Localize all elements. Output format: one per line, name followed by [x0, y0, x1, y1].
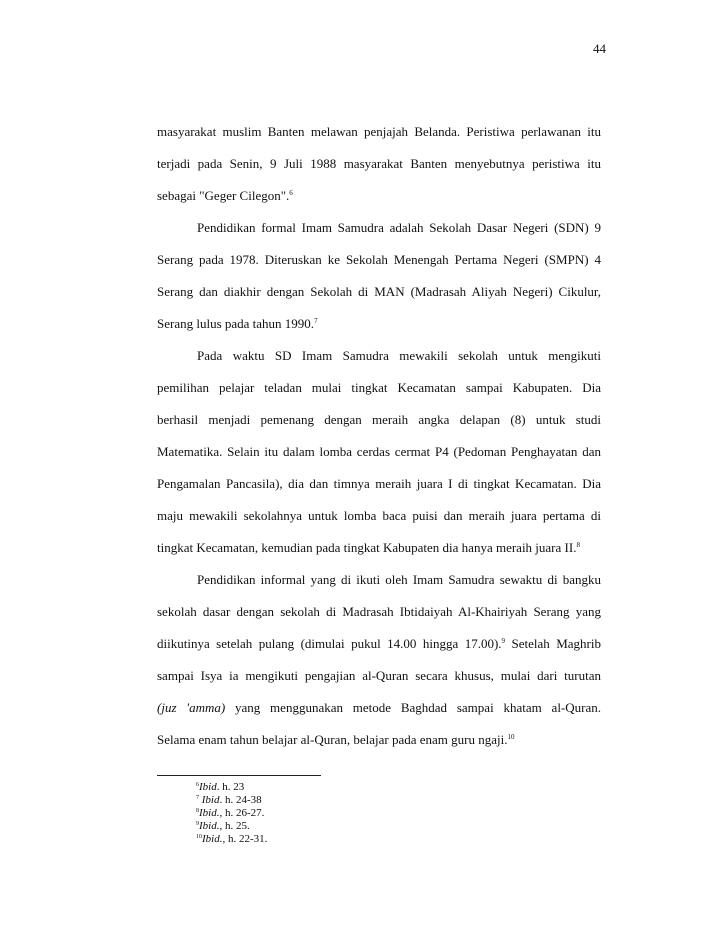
body-line: [157, 188, 601, 204]
body-line: [157, 700, 601, 716]
footnote-number: 7: [196, 795, 199, 801]
footnote: [196, 807, 264, 819]
body-line: [157, 284, 601, 300]
footnote-ibid: Ibid: [199, 794, 220, 806]
line-text: Selama enam tahun belajar al-Quran, belajar pada enam guru ngaji.: [157, 732, 508, 747]
line-text: pemilihan pelajar teladan mulai tingkat Kecamatan sampai Kabupaten. Dia: [157, 380, 601, 395]
line-text: Pendidikan informal yang di ikuti oleh Imam Samudra sewaktu di bangku: [197, 572, 601, 587]
line-text: terjadi pada Senin, 9 Juli 1988 masyarakat Banten menyebutnya peristiwa itu: [157, 156, 601, 171]
body-line: [157, 476, 601, 492]
line-text: Matematika. Selain itu dalam lomba cerdas cermat P4 (Pedoman Penghayatan dan: [157, 444, 601, 459]
line-text: sebagai "Geger Cilegon".: [157, 188, 290, 203]
footnote-text: . h. 23: [216, 781, 245, 793]
footnote-ibid: Ibid.: [199, 807, 220, 819]
line-italic-text: (juz 'amma): [157, 700, 226, 715]
body-line: [157, 732, 601, 748]
footnote-ibid: Ibid.: [202, 833, 223, 845]
footnote-ref: 9: [501, 637, 506, 645]
footnote: [196, 820, 250, 832]
line-text: berhasil menjadi pemenang dengan meraih angka delapan (8) untuk studi: [157, 412, 601, 427]
line-text: sampai Isya ia mengikuti pengajian al-Quran secara khusus, mulai dari turutan: [157, 668, 601, 683]
footnote-number: 10: [196, 834, 202, 840]
footnote: [196, 794, 262, 806]
footnote-divider: [157, 775, 321, 776]
footnote-ref: 10: [507, 733, 515, 741]
line-text: Serang dan diakhir dengan Sekolah di MAN (Madrasah Aliyah Negeri) Cikulur,: [157, 284, 601, 299]
body-line: [157, 604, 601, 620]
footnote-ibid: Ibid.: [199, 820, 220, 832]
footnote-text: , h. 22-31.: [222, 833, 268, 845]
footnote-text: , h. 25.: [219, 820, 250, 832]
footnote-number: 8: [196, 808, 199, 814]
line-text: sekolah dasar dengan sekolah di Madrasah Ibtidaiyah Al-Khairiyah Serang yang: [157, 604, 601, 619]
line-text: masyarakat muslim Banten melawan penjajah Belanda. Peristiwa perlawanan itu: [157, 124, 601, 139]
footnote: [196, 833, 267, 845]
body-line: [157, 156, 601, 172]
body-line: [157, 412, 601, 428]
line-text: Pengamalan Pancasila), dia dan timnya meraih juara I di tingkat Kecamatan. Dia: [157, 476, 601, 491]
line-text: Pendidikan formal Imam Samudra adalah Sekolah Dasar Negeri (SDN) 9: [197, 220, 601, 235]
footnote-ref: 7: [314, 317, 318, 325]
line-text: Serang lulus pada tahun 1990.: [157, 316, 315, 331]
footnote-text: , h. 26-27.: [219, 807, 265, 819]
body-line: [157, 124, 601, 140]
footnote-ibid: Ibid: [199, 781, 217, 793]
body-line: [157, 636, 601, 652]
body-line: [157, 220, 601, 236]
footnote-number: 6: [196, 782, 199, 788]
line-text: diikutinya setelah pulang (dimulai pukul 14.00 hingga 17.00).: [157, 636, 502, 651]
footnote-number: 9: [196, 821, 199, 827]
body-line: [157, 572, 601, 588]
body-line: [157, 380, 601, 396]
footnote-ref: 8: [576, 541, 580, 549]
line-text: Serang pada 1978. Diteruskan ke Sekolah Menengah Pertama Negeri (SMPN) 4: [157, 252, 601, 267]
line-text: yang menggunakan metode Baghdad sampai khatam al-Quran.: [225, 700, 601, 715]
footnote-ref: 6: [289, 189, 293, 197]
page-number: 44: [593, 41, 606, 56]
body-line: [157, 316, 601, 332]
body-line: [157, 444, 601, 460]
body-line: [157, 348, 601, 364]
line-text-continued: Setelah Maghrib: [505, 636, 602, 651]
body-line: [157, 668, 601, 684]
footnote-text: . h. 24-38: [219, 794, 262, 806]
line-text: maju mewakili sekolahnya untuk lomba baca puisi dan meraih juara pertama di: [157, 508, 601, 523]
body-line: [157, 540, 601, 556]
line-text: Pada waktu SD Imam Samudra mewakili sekolah untuk mengikuti: [197, 348, 601, 363]
body-line: [157, 508, 601, 524]
footnote: [196, 781, 244, 793]
body-line: [157, 252, 601, 268]
line-text: tingkat Kecamatan, kemudian pada tingkat Kabupaten dia hanya meraih juara II.: [157, 540, 577, 555]
